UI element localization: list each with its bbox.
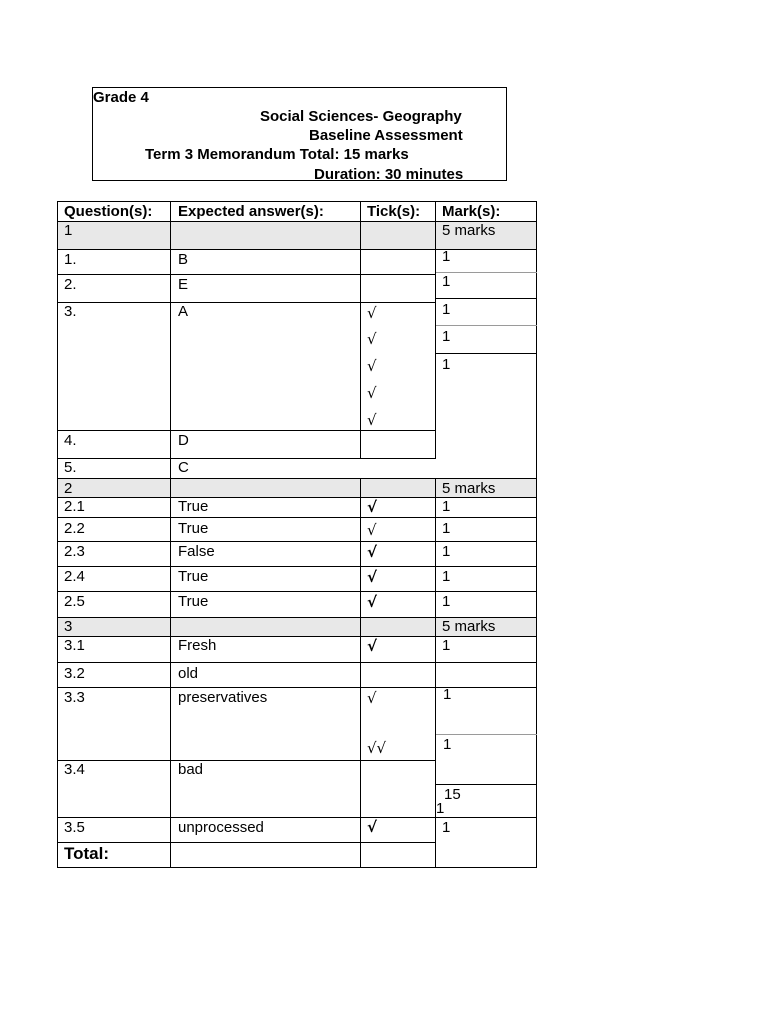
mark-value: 1 [442,273,451,290]
row-line [57,842,436,843]
expected-answer: E [178,276,189,293]
expected-answer: bad [178,761,204,778]
section-3-marks: 5 marks [442,618,496,635]
row-line [436,784,537,785]
row-line [57,687,537,688]
row-line [57,249,537,250]
header-mark: Mark(s): [442,203,501,220]
row-line [57,760,436,761]
section-2-number: 2 [64,480,73,497]
question-number: 3.1 [64,637,85,654]
grade-label: Grade 4 [93,89,149,106]
expected-answer: D [178,432,189,449]
mark-value: 1 [442,498,451,515]
question-number: 1. [64,251,77,268]
mark-value: 1 [443,686,452,703]
section-1-number: 1 [64,222,73,239]
row-line [436,734,537,735]
tick-mark: √ [367,637,378,655]
question-number: 2. [64,276,77,293]
double-tick-mark: √√ [367,739,387,757]
tick-mark: √ [367,330,377,348]
question-number: 2.4 [64,568,85,585]
mark-value: 1 [442,568,451,585]
tick-mark: √ [367,521,377,539]
tick-mark: √ [367,357,377,375]
header-tick: Tick(s): [367,203,421,220]
section-1-marks: 5 marks [442,222,496,239]
row-line [57,201,537,202]
row-line [57,566,537,567]
row-line [57,817,537,818]
total-label: Total: [64,844,110,863]
mark-value: 1 [442,593,451,610]
tick-mark: √ [367,568,378,586]
row-line [57,478,537,479]
mark-value: 1 [442,520,451,537]
expected-answer: C [178,459,189,476]
question-number: 2.3 [64,543,85,560]
mark-value: 1 [443,736,452,753]
expected-answer: preservatives [178,689,268,706]
row-line [436,353,537,354]
question-number: 5. [64,459,77,476]
row-line [436,325,537,326]
row-line [57,662,537,663]
tick-mark: √ [367,543,378,561]
expected-answer: True [178,520,209,537]
row-line [57,302,436,303]
tick-mark: √ [367,498,378,516]
row-line [436,272,537,273]
question-number: 4. [64,432,77,449]
section-2-marks: 5 marks [442,480,496,497]
row-line [436,298,537,299]
expected-answer: True [178,498,209,515]
row-line [57,636,537,637]
question-number: 3.2 [64,665,85,682]
expected-answer: B [178,251,189,268]
mark-value: 15 [444,786,461,803]
expected-answer: unprocessed [178,819,264,836]
expected-answer: old [178,665,199,682]
expected-answer: Fresh [178,637,217,654]
question-number: 3. [64,303,77,320]
mark-value: 1 [442,248,451,265]
question-number: 3.4 [64,761,85,778]
col-divider-2a [360,201,361,458]
expected-answer: True [178,593,209,610]
row-line [57,274,436,275]
tick-mark: √ [367,593,378,611]
mark-value: 1 [442,543,451,560]
tick-mark: √ [367,689,377,707]
question-number: 3.3 [64,689,85,706]
section-3-number: 3 [64,618,73,635]
table-border-bottom [57,867,537,868]
col-divider-3a [435,201,436,458]
expected-answer: A [178,303,189,320]
question-number: 2.1 [64,498,85,515]
tick-mark: √ [367,384,377,402]
expected-answer: True [178,568,209,585]
mark-value: 1 [442,356,451,373]
assessment-title: Baseline Assessment [309,127,463,144]
question-number: 2.2 [64,520,85,537]
header-answer: Expected answer(s): [178,203,324,220]
header-question: Question(s): [64,203,153,220]
col-divider-2b [360,478,361,868]
subject-title: Social Sciences- Geography [260,108,462,125]
row-line [57,517,537,518]
mark-value: 1 [442,328,451,345]
question-number: 2.5 [64,593,85,610]
memo-total: Term 3 Memorandum Total: 15 marks [145,146,409,163]
table-border-right [536,201,537,868]
mark-value: 1 [442,637,451,654]
tick-mark: √ [367,818,378,836]
row-line [57,497,537,498]
mark-value: 1 [442,301,451,318]
question-number: 3.5 [64,819,85,836]
mark-value: 1 [442,819,451,836]
duration-label: Duration: 30 minutes [314,166,464,183]
expected-answer: False [178,543,215,560]
row-line [57,591,537,592]
tick-mark: √ [367,304,377,322]
tick-mark: √ [367,411,377,429]
row-line [57,541,537,542]
mark-value: 1 [436,800,445,817]
row-line [57,458,436,459]
row-line [57,430,436,431]
